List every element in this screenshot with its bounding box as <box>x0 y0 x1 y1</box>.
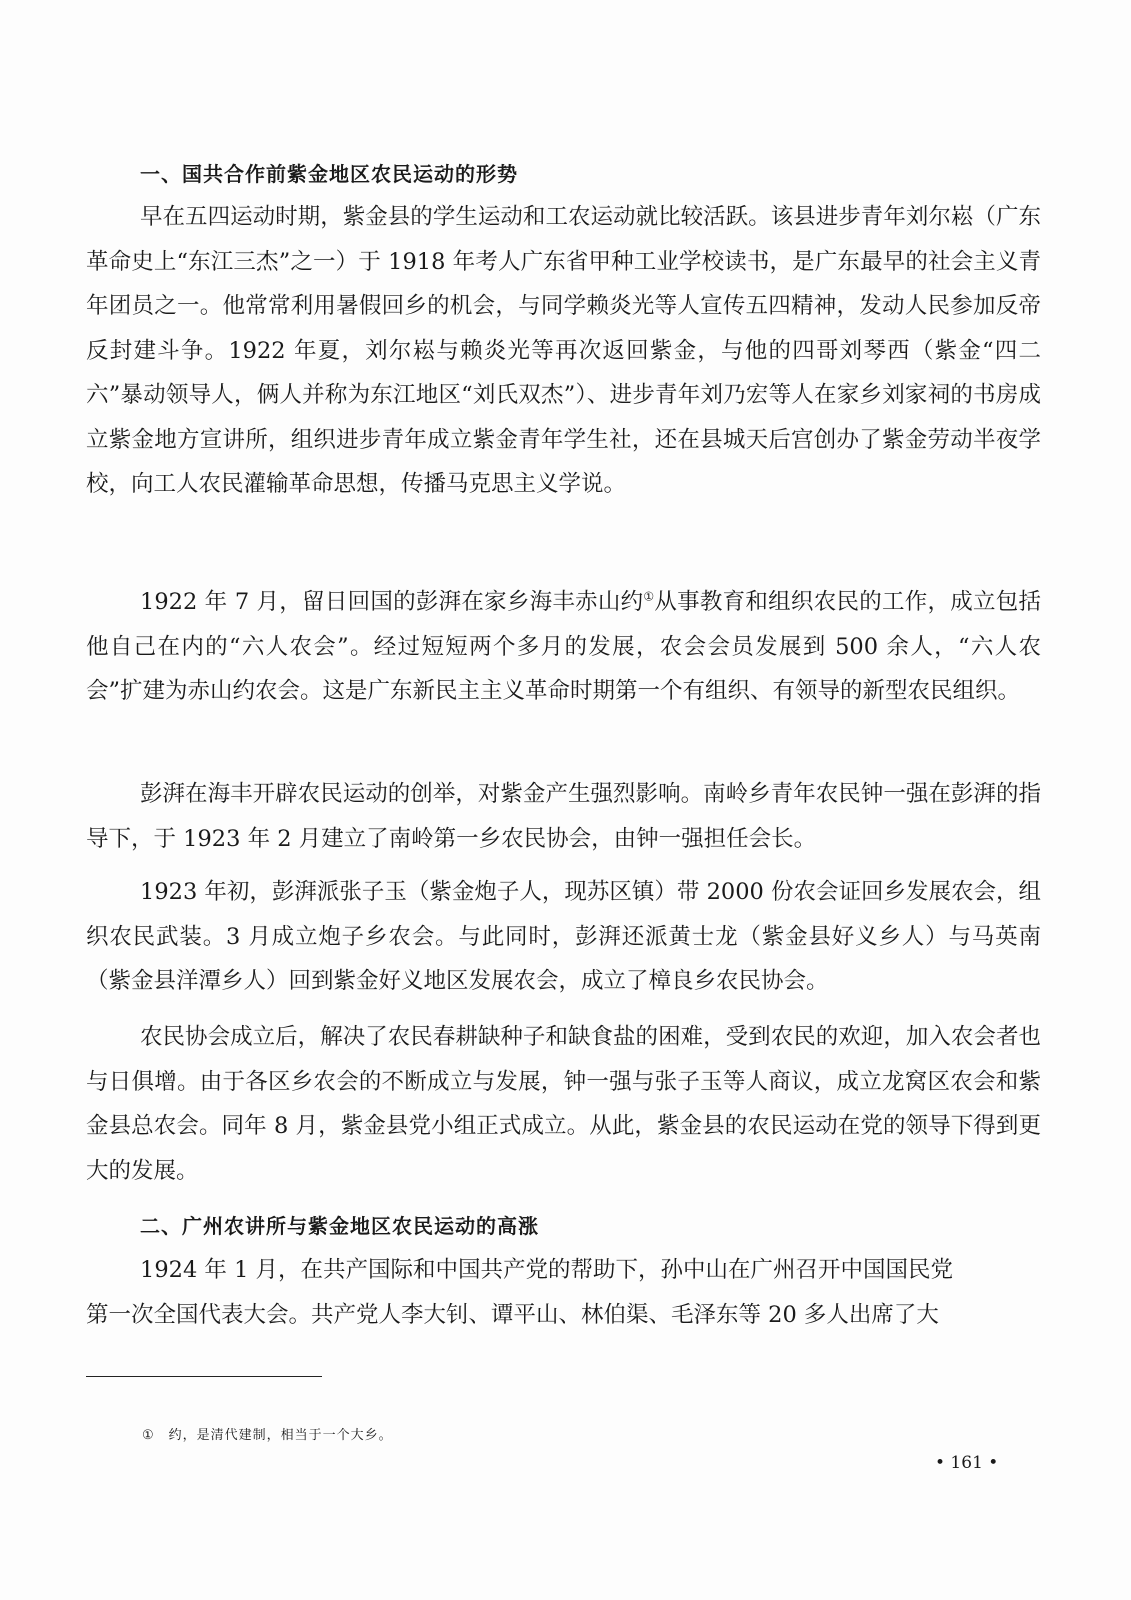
footnote-divider <box>86 1376 322 1377</box>
paragraph-3: 彭湃在海丰开辟农民运动的创举，对紫金产生强烈影响。南岭乡青年农民钟一强在彭湃的指导下，于 1923 年 2 月建立了南岭第一乡农民协会，由钟一强担任会长。 <box>86 781 1041 852</box>
paragraph-2-text-a: 1922 年 7 月，留日回国的彭湃在家乡海丰赤山约 <box>140 589 644 615</box>
footnote-mark: ① <box>142 1428 155 1443</box>
footnote-ref-mark[interactable]: ① <box>643 589 655 604</box>
footnote-text: 约，是清代建制，相当于一个大乡。 <box>168 1428 393 1443</box>
paragraph-2 <box>86 580 1041 714</box>
paragraph-5: 农民协会成立后，解决了农民春耕缺种子和缺食盐的困难，受到农民的欢迎，加入农会者也与日俱增。由于各区乡农会的不断成立与发展，钟一强与张子玉等人商议，成立龙窝区农会和紫金县总农会。同年 8 月，紫金县党小组正式成立。从此，紫金县的农民运动在党的领导下得到更大的发展。 <box>86 1024 1041 1184</box>
page-number: • 161 • <box>935 1453 999 1473</box>
paragraph-4: 1923 年初，彭湃派张子玉（紫金炮子人，现苏区镇）带 2000 份农会证回乡发展农会，组织农民武装。3 月成立炮子乡农会。与此同时，彭湃还派黄士龙（紫金县好义乡人）与马英南（紫金县洋潭乡人）回到紫金好义地区发展农会，成立了樟良乡农民协会。 <box>86 879 1041 994</box>
paragraph-1: 早在五四运动时期，紫金县的学生运动和工农运动就比较活跃。该县进步青年刘尔崧（广东革命史上“东江三杰”之一）于 1918 年考人广东省甲种工业学校读书，是广东最早的社会主义青年团员之一。他常常利用暑假回乡的机会，与同学赖炎光等人宣传五四精神，发动人民参加反帝反封建斗争。1922 年夏，刘尔崧与赖炎光等再次返回紫金，与他的四哥刘琴西（紫金“四二六”暴动领导人，俩人并称为东江地区“刘氏双杰”）、进步青年刘乃宏等人在家乡刘家祠的书房成立紫金地方宣讲所，组织进步青年成立紫金青年学生社，还在县城天后宫创办了紫金劳动半夜学校，向工人农民灌输革命思想，传播马克思主义学说。 <box>86 204 1041 497</box>
section-heading-1: 一、国共合作前紫金地区农民运动的形势 <box>140 162 518 186</box>
paragraph-6-line-1: 1924 年 1 月，在共产国际和中国共产党的帮助下，孙中山在广州召开中国国民党 <box>140 1257 954 1283</box>
paragraph-6-line-2: 第一次全国代表大会。共产党人李大钊、谭平山、林伯渠、毛泽东等 20 多人出席了大 <box>86 1301 939 1328</box>
paragraph-6 <box>86 1248 1041 1337</box>
paragraph-2-text-b: 从事教育和组织农民的工作，成立包括他自己在内的“六人农会”。经过短短两个多月的发展，农会会员发展到 500 余人，“六人农会”扩建为赤山约农会。这是广东新民主主义革命时期第一个有组织、有领导的新型农民组织。 <box>86 589 1041 704</box>
footnote <box>142 1424 393 1443</box>
section-heading-2: 二、广州农讲所与紫金地区农民运动的高涨 <box>140 1214 539 1238</box>
